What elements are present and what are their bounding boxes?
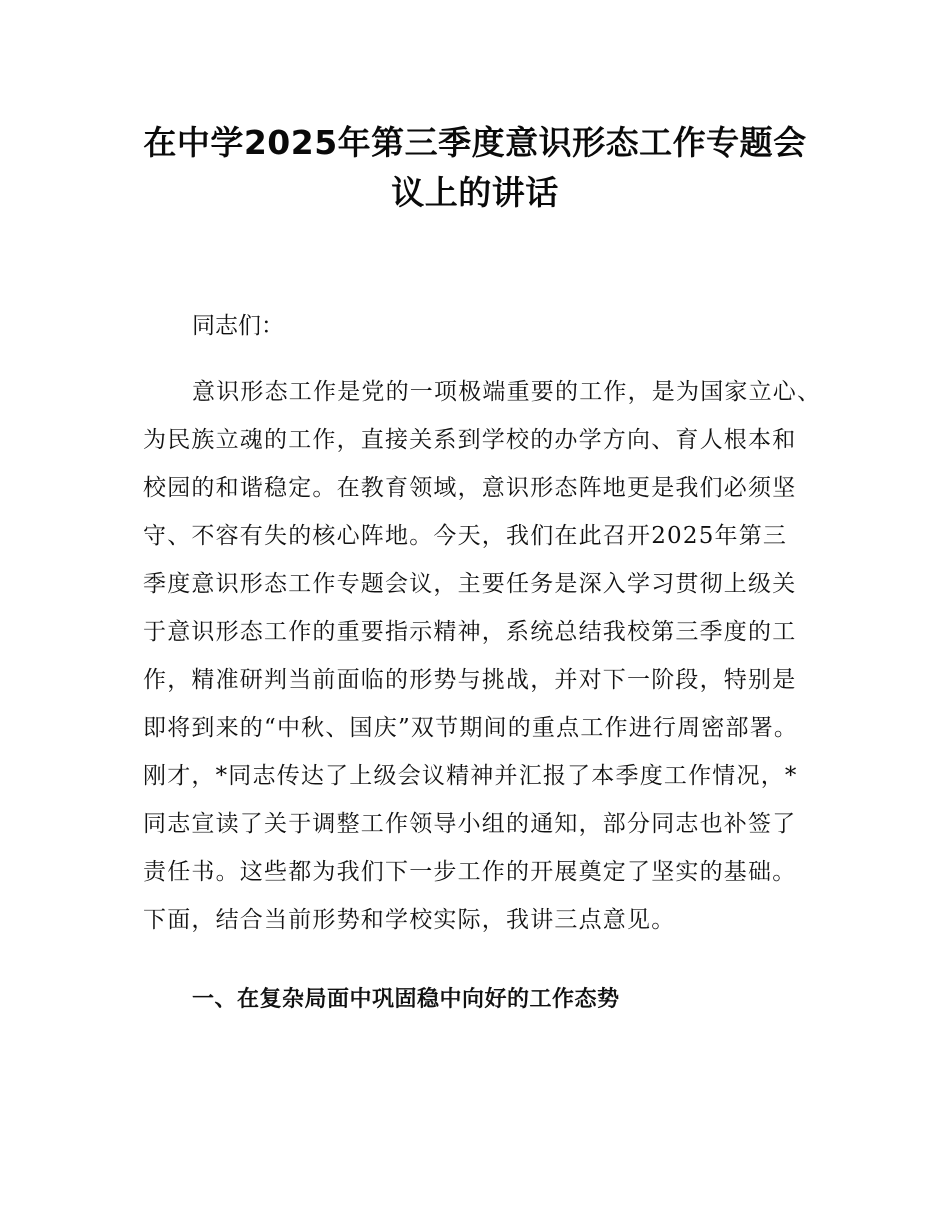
paragraph-line: 为民族立魂的工作，直接关系到学校的办学方向、育人根本和 (143, 427, 797, 453)
section-heading: 一、在复杂局面中巩固稳中向好的工作态势 (192, 987, 620, 1012)
paragraph-line: 校园的和谐稳定。在教育领域，意识形态阵地更是我们必须坚 (143, 475, 797, 501)
title-line-2: 议上的讲话 (391, 173, 559, 212)
paragraph-line: 守、不容有失的核心阵地。今天，我们在此召开2025年第三 (143, 523, 788, 549)
paragraph-line: 刚才，*同志传达了上级会议精神并汇报了本季度工作情况，* (143, 763, 798, 789)
paragraph-line: 于意识形态工作的重要指示精神，系统总结我校第三季度的工 (143, 619, 797, 645)
paragraph-line: 季度意识形态工作专题会议，主要任务是深入学习贯彻上级关 (143, 571, 797, 597)
paragraph-line: 作，精准研判当前面临的形势与挑战，并对下一阶段，特别是 (143, 667, 797, 693)
salutation: 同志们： (192, 313, 284, 339)
title-line-1: 在中学2025年第三季度意识形态工作专题会 (143, 123, 807, 162)
paragraph-line: 即将到来的“中秋、国庆”双节期间的重点工作进行周密部署。 (143, 715, 799, 741)
opening-paragraph (143, 368, 843, 944)
paragraph-line: 同志宣读了关于调整工作领导小组的通知，部分同志也补签了 (143, 811, 797, 837)
paragraph-line: 责任书。这些都为我们下一步工作的开展奠定了坚实的基础。 (143, 859, 797, 885)
paragraph-line: 下面，结合当前形势和学校实际，我讲三点意见。 (143, 907, 676, 933)
paragraph-line: 意识形态工作是党的一项极端重要的工作，是为国家立心、 (192, 379, 822, 405)
document-title (120, 118, 830, 218)
